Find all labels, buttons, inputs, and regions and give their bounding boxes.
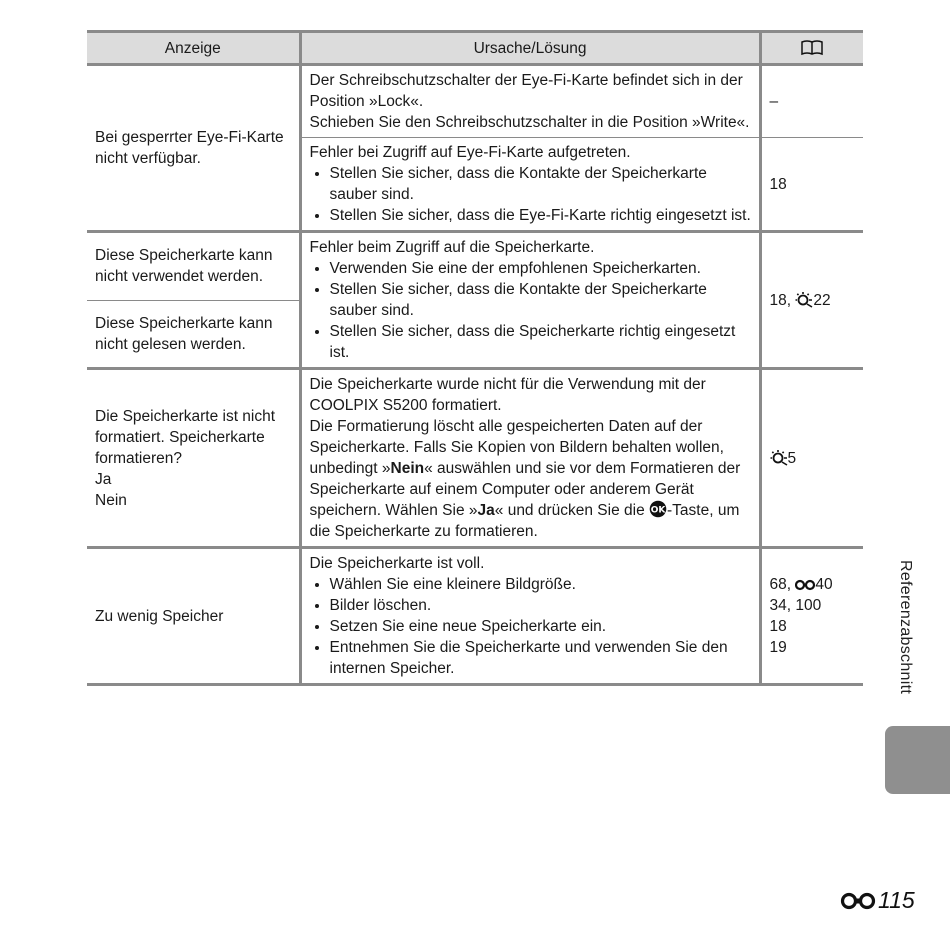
setup-icon [770,448,788,466]
list-item: • Verwenden Sie eine der empfohlenen Speicherkarten. [330,258,753,279]
row4-ref-suffix: 40 [815,576,833,593]
row4-ref-line4: 19 [769,639,787,656]
row3-display [87,369,300,548]
row1-cause-b [300,138,760,232]
row3-cause-p2 [310,416,753,542]
list-item: • Stellen Sie sicher, dass die Eye-Fi-Karte richtig eingesetzt ist. [330,205,753,226]
row3-ref [760,369,863,548]
header-cause: Ursache/Lösung [300,32,760,65]
row3-text: -Taste, um die Speicherkarte zu formatieren. [309,502,740,540]
row3-bold-yes: Ja [477,502,495,519]
list-item: • Stellen Sie sicher, dass die Kontakte der Speicherkarte sauber sind. [330,163,753,205]
row2-cause [300,232,760,369]
header-reference [760,32,863,65]
section-label: Referenzabschnitt [897,560,914,695]
list-item: • Setzen Sie eine neue Speicherkarte ein. [330,616,753,637]
list-item: • Bilder löschen. [330,595,753,616]
row4-ref-line1 [770,574,858,595]
table-row [87,548,863,685]
row1-bullet-list [310,163,753,226]
row3-ref-suffix: 5 [787,449,797,467]
row2-ref [760,232,863,369]
row4-display: Zu wenig Speicher [87,548,300,685]
table-row [87,369,863,548]
row4-ref-prefix: 68, [769,576,796,593]
page-number [840,887,915,914]
reference-section-icon [795,578,815,592]
table-row [87,65,863,138]
row2-ref-prefix: 18, [769,291,796,309]
header-display: Anzeige [87,32,300,65]
list-item: • Entnehmen Sie die Speicherkarte und verwenden Sie den internen Speicher. [330,637,753,679]
table-row [87,232,863,301]
troubleshooting-table [87,30,863,686]
row3-text: « und drücken Sie die [494,502,650,519]
row4-ref [760,548,863,685]
row3-text: Die Formatierung löscht alle gespeicherten Daten auf der Speicherkarte. Falls Sie Kopien von Bildern behalten wollen, unbedingt » [309,418,724,477]
row1-display: Bei gesperrter Eye-Fi-Karte nicht verfügbar. [87,65,300,232]
row3-bold-no: Nein [390,460,425,477]
table-header-row [87,32,863,65]
book-icon [800,39,824,57]
row4-cause-intro: Die Speicherkarte ist voll. [309,555,485,572]
page-number-text: 115 [878,887,915,913]
row3-display-line: Ja [95,470,112,488]
row3-text: « auswählen und sie vor dem Formatieren der Speicherkarte auf einem Computer oder anderem Gerät speichern. Wählen Sie » [309,460,741,519]
svg-text:OK: OK [650,505,666,516]
list-item: • Wählen Sie eine kleinere Bildgröße. [330,574,753,595]
ok-button-icon [649,500,667,518]
row4-cause [300,548,760,685]
row2-ref-suffix: 22 [813,291,831,309]
row3-display-line: Die Speicherkarte ist nicht formatiert. Speicherkarte formatieren? [95,407,276,467]
row3-cause [300,369,760,548]
row2-display-b: Diese Speicherkarte kann nicht gelesen werden. [87,300,300,369]
section-tab [885,726,950,794]
reference-section-icon [840,890,876,912]
list-item: • Stellen Sie sicher, dass die Kontakte der Speicherkarte sauber sind. [330,279,753,321]
setup-icon [795,290,813,308]
row4-bullet-list [310,574,753,679]
row1-ref-a: – [760,65,863,138]
list-item: • Stellen Sie sicher, dass die Speicherkarte richtig eingesetzt ist. [330,321,753,363]
row1-cause-intro: Fehler bei Zugriff auf Eye-Fi-Karte aufgetreten. [309,144,631,161]
row2-cause-intro: Fehler beim Zugriff auf die Speicherkarte. [309,239,595,256]
row1-cause-a [300,65,760,138]
row4-ref-line2: 34, 100 [769,597,822,614]
row2-display-a: Diese Speicherkarte kann nicht verwendet werden. [87,232,300,301]
row1-cause-line: Der Schreibschutzschalter der Eye-Fi-Karte befindet sich in der Position »Lock«. [309,72,743,110]
row3-display-line: Nein [95,491,127,509]
row1-cause-line: Schieben Sie den Schreibschutzschalter in die Position »Write«. [309,114,750,131]
row3-cause-p1: Die Speicherkarte wurde nicht für die Verwendung mit der COOLPIX S5200 formatiert. [309,376,706,414]
row4-ref-line3: 18 [769,618,787,635]
row2-bullet-list [310,258,753,363]
row1-ref-b: 18 [760,138,863,232]
